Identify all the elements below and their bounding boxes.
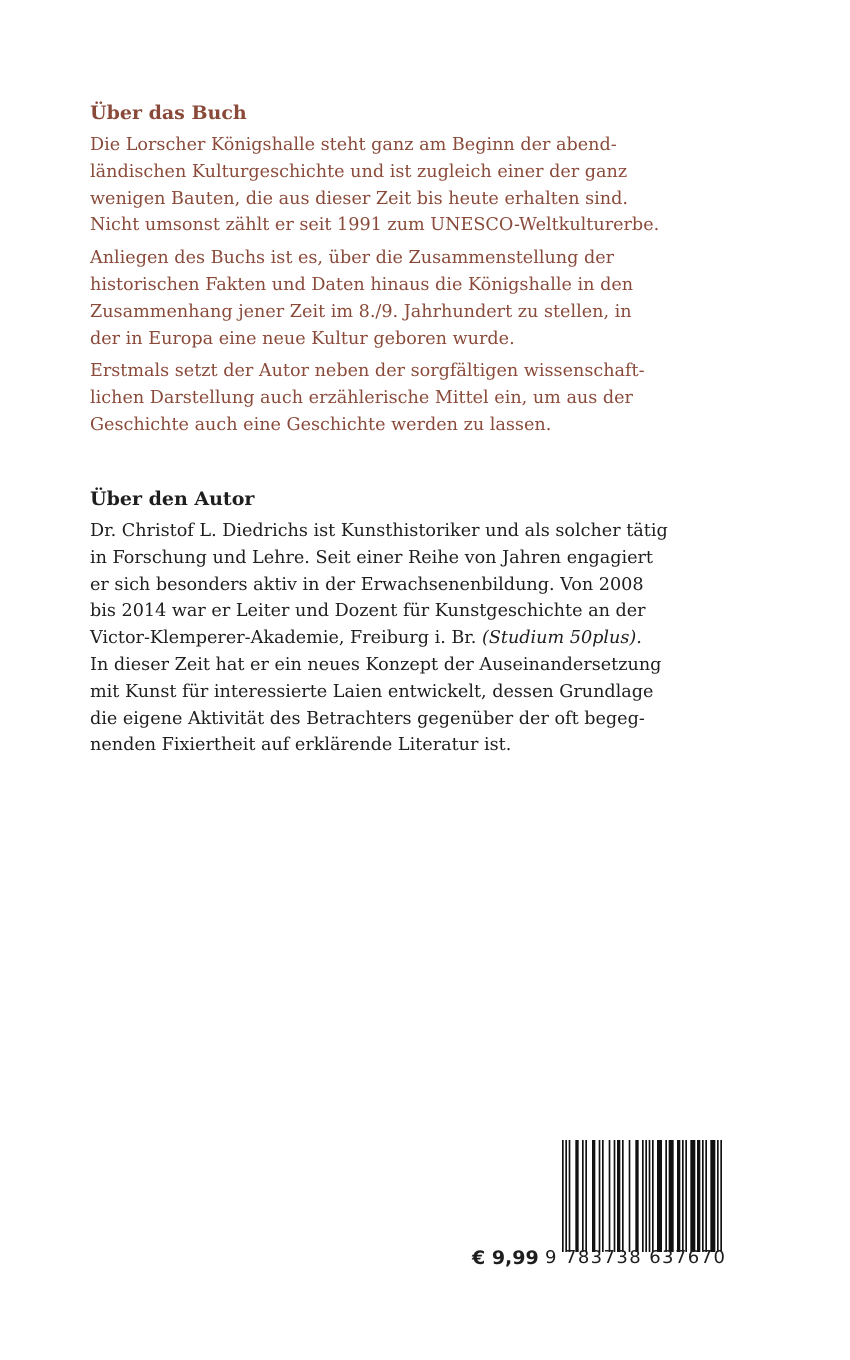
text-line: Zusammenhang jener Zeit im 8./9. Jahrhundert zu stellen, in <box>90 301 632 322</box>
text-line: historischen Fakten und Daten hinaus die Königshalle in den <box>90 274 634 295</box>
barcode-bar <box>599 1140 601 1252</box>
barcode-bar <box>562 1140 564 1252</box>
barcode <box>562 1140 722 1252</box>
about-book-section <box>90 98 730 445</box>
barcode-bar <box>575 1140 578 1252</box>
barcode-bar <box>705 1140 707 1252</box>
barcode-bar <box>565 1140 567 1252</box>
about-author-heading: Über den Autor <box>90 488 255 510</box>
text-line: wenigen Bauten, die aus dieser Zeit bis heute erhalten sind. <box>90 188 628 209</box>
barcode-bar <box>682 1140 684 1252</box>
barcode-bar <box>665 1140 667 1252</box>
barcode-bar <box>669 1140 674 1252</box>
text-line: die eigene Aktivität des Betrachters gegenüber der oft begeg- <box>90 708 645 729</box>
barcode-bar <box>690 1140 695 1252</box>
barcode-bar <box>617 1140 620 1252</box>
text-line: Anliegen des Buchs ist es, über die Zusammenstellung der <box>90 248 615 269</box>
text-line: ländischen Kulturgeschichte und ist zugleich einer der ganz <box>90 161 628 182</box>
text-line-prefix: Victor-Klemperer-Akademie, Freiburg i. Br. <box>90 628 482 649</box>
barcode-bar <box>582 1140 584 1252</box>
text-line: mit Kunst für interessierte Laien entwickelt, dessen Grundlage <box>90 681 654 702</box>
about-author-paragraph <box>90 518 730 759</box>
isbn-digits: 9 783738 637670 <box>545 1247 727 1268</box>
text-line: Geschichte auch eine Geschichte werden zu lassen. <box>90 414 552 435</box>
about-book-paragraph-2 <box>90 245 730 352</box>
about-book-heading: Über das Buch <box>90 102 247 124</box>
text-line: bis 2014 war er Leiter und Dozent für Kunstgeschichte an der <box>90 601 646 622</box>
price-label: € 9,99 <box>472 1247 539 1269</box>
text-line: in Forschung und Lehre. Seit einer Reihe von Jahren engagiert <box>90 547 653 568</box>
text-line: Dr. Christof L. Diedrichs ist Kunsthistoriker und als solcher tätig <box>90 521 668 541</box>
barcode-bar <box>657 1140 662 1252</box>
barcode-bar <box>649 1140 651 1252</box>
barcode-bar <box>645 1140 647 1252</box>
text-line: nenden Fixiertheit auf erklärende Literatur ist. <box>90 735 512 756</box>
barcode-bar <box>629 1140 631 1252</box>
text-line: Die Lorscher Königshalle steht ganz am Beginn der abend- <box>90 135 617 155</box>
barcode-bar <box>614 1140 616 1252</box>
text-line: der in Europa eine neue Kultur geboren wurde. <box>90 328 515 349</box>
barcode-bar <box>602 1140 604 1252</box>
program-name: (Studium 50plus). <box>481 628 642 649</box>
barcode-bar <box>697 1140 700 1252</box>
text-line <box>90 625 730 652</box>
barcode-bar <box>685 1140 687 1252</box>
barcode-bar <box>635 1140 638 1252</box>
barcode-bar <box>569 1140 571 1252</box>
text-line: lichen Darstellung auch erzählerische Mittel ein, um aus der <box>90 388 633 409</box>
barcode-bar <box>720 1140 722 1252</box>
about-book-paragraph-1 <box>90 132 730 239</box>
barcode-bar <box>622 1140 624 1252</box>
barcode-bar <box>609 1140 611 1252</box>
barcode-bar <box>652 1140 654 1252</box>
about-author-section <box>90 484 730 759</box>
text-line: Erstmals setzt der Autor neben der sorgfältigen wissenschaft- <box>90 361 645 382</box>
barcode-bar <box>592 1140 595 1252</box>
barcode-bar <box>677 1140 680 1252</box>
barcode-bar <box>642 1140 644 1252</box>
barcode-bar <box>710 1140 715 1252</box>
barcode-bar <box>702 1140 704 1252</box>
text-line: In dieser Zeit hat er ein neues Konzept der Auseinandersetzung <box>90 654 662 675</box>
about-book-paragraph-3 <box>90 358 730 438</box>
text-line: Nicht umsonst zählt er seit 1991 zum UNESCO-Weltkulturerbe. <box>90 215 660 236</box>
barcode-bar <box>585 1140 587 1252</box>
barcode-bar <box>717 1140 719 1252</box>
text-line: er sich besonders aktiv in der Erwachsenenbildung. Von 2008 <box>90 574 644 595</box>
